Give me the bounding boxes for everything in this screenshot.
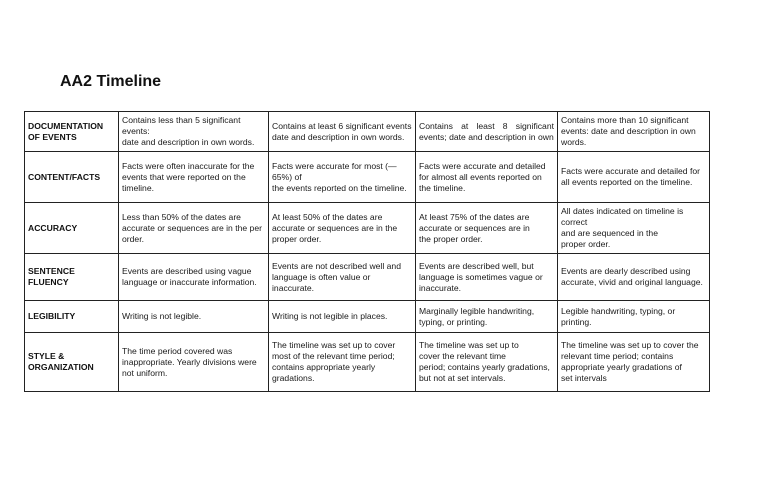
criterion-label: CONTENT/FACTS: [25, 152, 119, 203]
rubric-cell: Writing is not legible in places.: [269, 301, 416, 333]
rubric-cell: Facts were accurate and detailed for almost all events reported on the timeline.: [416, 152, 558, 203]
criterion-label: STYLE & ORGANIZATION: [25, 333, 119, 392]
rubric-cell: At least 50% of the dates are accurate or sequences are in the proper order.: [269, 203, 416, 254]
rubric-cell: Events are described well, but language is sometimes vague or inaccurate.: [416, 254, 558, 301]
rubric-cell: Facts were often inaccurate for the events that were reported on the timeline.: [119, 152, 269, 203]
rubric-table: [24, 111, 710, 392]
criterion-label: DOCUMENTATION OF EVENTS: [25, 112, 119, 152]
rubric-cell: The time period covered was inappropriate. Yearly divisions were not uniform.: [119, 333, 269, 392]
rubric-cell: Events are described using vague language or inaccurate information.: [119, 254, 269, 301]
rubric-cell: Facts were accurate and detailed for all events reported on the timeline.: [558, 152, 710, 203]
rubric-row-sentence-fluency: [25, 254, 710, 301]
rubric-row-content-facts: [25, 152, 710, 203]
rubric-cell: Events are not described well and language is often value or inaccurate.: [269, 254, 416, 301]
rubric-row-legibility: [25, 301, 710, 333]
criterion-label: LEGIBILITY: [25, 301, 119, 333]
rubric-cell: Writing is not legible.: [119, 301, 269, 333]
rubric-cell: Events are dearly described using accurate, vivid and original language.: [558, 254, 710, 301]
rubric-cell: Contains at least 6 significant events date and description in own words.: [269, 112, 416, 152]
rubric-cell: Legible handwriting, typing, or printing.: [558, 301, 710, 333]
rubric-cell: The timeline was set up to cover most of the relevant time period; contains appropriate yearly gradations.: [269, 333, 416, 392]
rubric-cell: Marginally legible handwriting, typing, or printing.: [416, 301, 558, 333]
document-title: AA2 Timeline: [60, 73, 162, 90]
rubric-row-style-organization: [25, 333, 710, 392]
rubric-cell: Contains more than 10 significant events: date and description in own words.: [558, 112, 710, 152]
rubric-cell: The timeline was set up to cover the relevant time period; contains yearly gradations, but not at set intervals.: [416, 333, 558, 392]
rubric-row-documentation: [25, 112, 710, 152]
criterion-label: SENTENCE FLUENCY: [25, 254, 119, 301]
rubric-cell: Facts were accurate for most (—65%) of the events reported on the timeline.: [269, 152, 416, 203]
rubric-row-accuracy: [25, 203, 710, 254]
rubric-cell: All dates indicated on timeline is correct and are sequenced in the proper order.: [558, 203, 710, 254]
criterion-label: ACCURACY: [25, 203, 119, 254]
rubric-cell: Contains at least 8 significant events; date and description in own: [416, 112, 558, 152]
rubric-cell: Contains less than 5 significant events: date and description in own words.: [119, 112, 269, 152]
rubric-cell: Less than 50% of the dates are accurate or sequences are in the per order.: [119, 203, 269, 254]
rubric-cell: At least 75% of the dates are accurate or sequences are in the proper order.: [416, 203, 558, 254]
rubric-cell: The timeline was set up to cover the relevant time period; contains appropriate yearly gradations of set intervals: [558, 333, 710, 392]
